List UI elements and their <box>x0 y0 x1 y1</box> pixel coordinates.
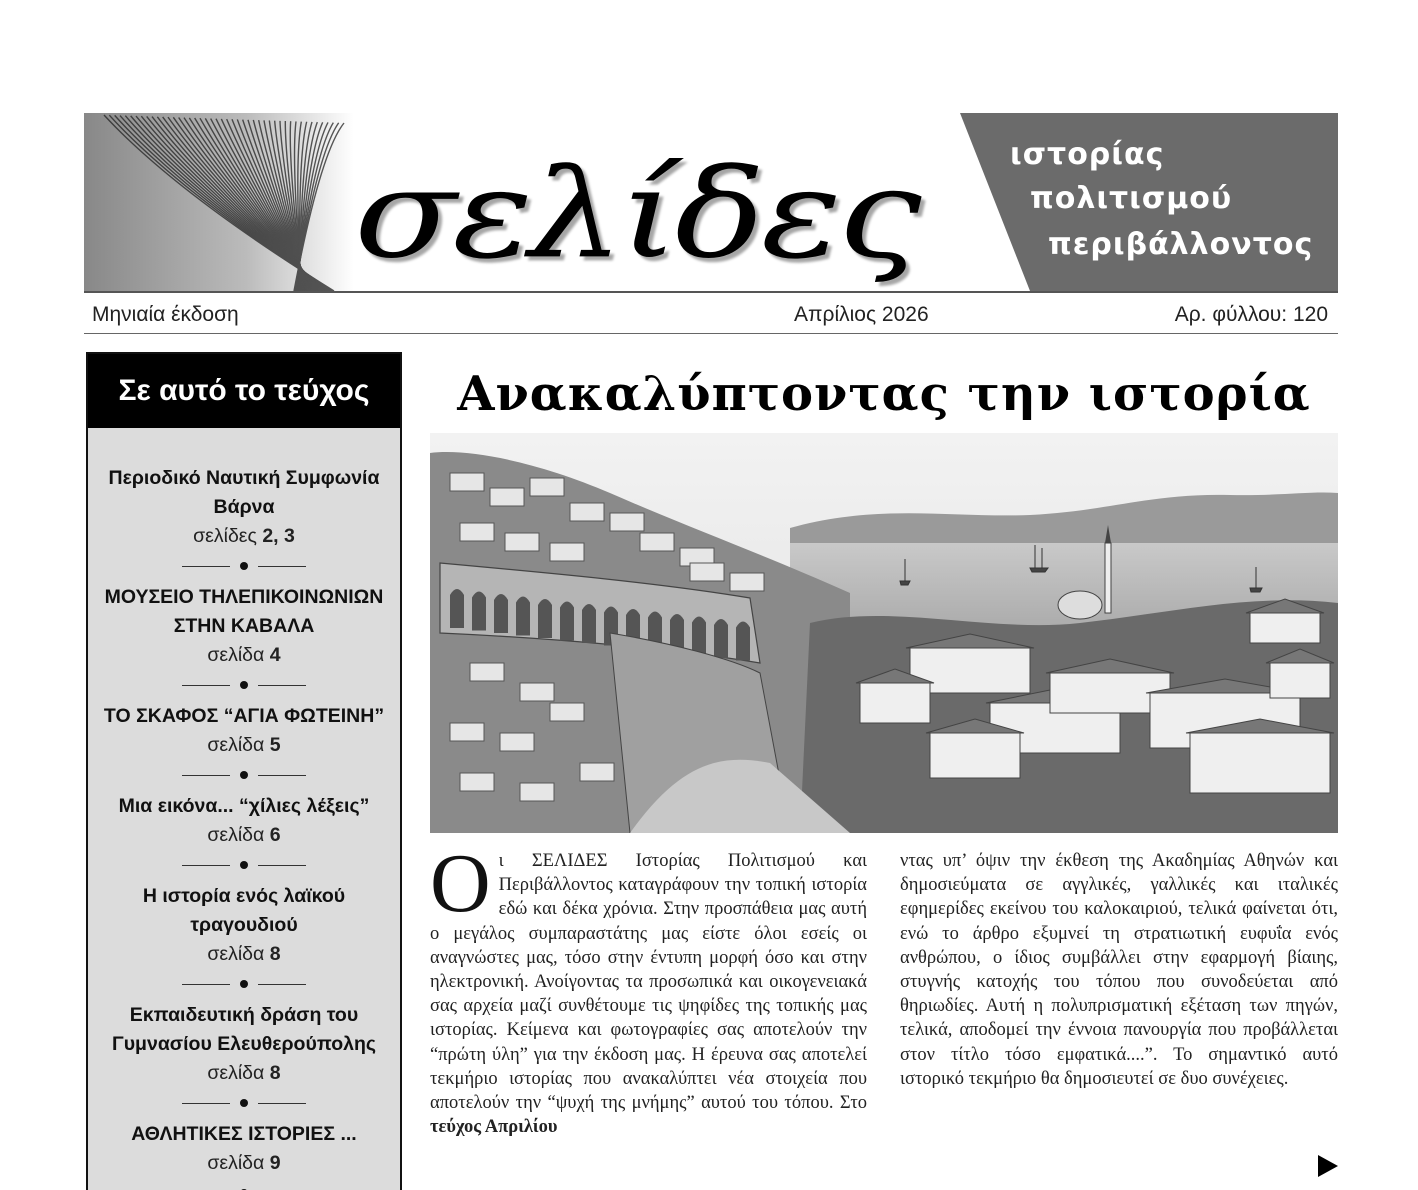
masthead-rule <box>84 291 1338 293</box>
toc-item[interactable] <box>88 1001 400 1088</box>
toc-separator <box>88 764 400 786</box>
toc-heading: Σε αυτό το τεύχος <box>88 354 400 428</box>
toc-page-label: σελίδα <box>207 824 265 846</box>
toc-page-number: 2, 3 <box>262 525 295 547</box>
toc-item[interactable] <box>88 583 400 670</box>
masthead <box>84 113 1338 337</box>
tagline-banner <box>960 113 1338 291</box>
toc-item[interactable] <box>88 792 400 850</box>
issue-date: Απρίλιος 2026 <box>794 303 929 326</box>
toc-separator <box>88 1182 400 1190</box>
masthead-logo: σελίδες <box>354 143 918 286</box>
article-column-left <box>430 837 867 1139</box>
toc-item-title: Η ιστορία ενός λαϊκού τραγουδιού <box>142 885 346 936</box>
toc-separator <box>88 1092 400 1114</box>
toc-list <box>88 428 400 1190</box>
article-headline: Ανακαλύπτοντας την ιστορία <box>457 366 1311 422</box>
publication-frequency: Μηνιαία έκδοση <box>92 303 239 326</box>
article-column-right <box>900 849 1338 1091</box>
table-of-contents <box>86 352 402 1190</box>
toc-page-label: σελίδα <box>207 1062 265 1084</box>
toc-item[interactable] <box>88 464 400 551</box>
toc-page-label: σελίδα <box>207 644 265 666</box>
toc-item[interactable] <box>88 1120 400 1178</box>
toc-item-title: Μια εικόνα... “χίλιες λέξεις” <box>118 795 370 817</box>
toc-item-page <box>88 731 400 760</box>
toc-separator <box>88 674 400 696</box>
toc-item-title: ΤΟ ΣΚΑΦΟΣ “ΑΓΙΑ ΦΩΤΕΙΝΗ” <box>103 705 385 727</box>
toc-item-title: ΜΟΥΣΕΙΟ ΤΗΛΕΠΙΚΟΙΝΩΝΙΩΝ ΣΤΗΝ ΚΑΒΑΛΑ <box>104 586 384 637</box>
toc-separator <box>88 854 400 876</box>
toc-page-label: σελίδα <box>207 734 265 756</box>
toc-page-label: σελίδα <box>207 1152 265 1174</box>
toc-separator <box>88 973 400 995</box>
toc-page-number: 4 <box>269 644 281 666</box>
tagline-history: ιστορίας <box>1010 137 1165 172</box>
open-book-illustration <box>84 113 354 291</box>
toc-item-title: Περιοδικό Ναυτική Συμφωνία Βάρνα <box>108 467 380 518</box>
toc-item-title: ΑΘΛΗΤΙΚΕΣ ΙΣΤΟΡΙΕΣ ... <box>131 1123 357 1145</box>
toc-item-page <box>88 821 400 850</box>
toc-item[interactable] <box>88 882 400 969</box>
tagline-environment: περιβάλλοντος <box>1048 227 1314 262</box>
article-continuation-text: ντας υπ’ όψιν την έκθεση της Ακαδημίας Αθηνών και δημοσιεύματα σε αγγλικές, γαλλικές και ιταλικές εφημερίδες εκείνου του καλοκαιριού, τελικά φαίνεται ότι, ενώ το άρθρο εξυμνεί τη στρατιωτική ευφυΐα ενός ανθρώπου, ο ίδιος συμβάλλει στην εφαρμογή βίαιης, στυγνής κατοχής του τόπου που συνοδεύεται από θηριωδίες. Αυτή η πολυπρισματική εξέταση των πηγών, τελικά, αποδομεί την έννοια πανουργία που προβάλλεται στον τίτλο τόσο εμφατικά....”. Το σημαντικό αυτό ιστορικό τεκμήριο θα δημοσιευτεί σε δυο συνέχειες. <box>900 851 1338 1089</box>
toc-item-title: Εκπαιδευτική δράση του Γυμνασίου Ελευθερούπολης <box>111 1004 377 1055</box>
toc-item[interactable] <box>88 702 400 760</box>
toc-page-number: 5 <box>269 734 281 756</box>
drop-cap: Ο <box>430 837 491 930</box>
toc-item-page <box>88 940 400 969</box>
toc-item-page <box>88 1149 400 1178</box>
masthead-bottom-rule <box>84 333 1338 334</box>
toc-page-label: σελίδα <box>207 943 265 965</box>
toc-page-number: 6 <box>269 824 281 846</box>
toc-separator <box>88 555 400 577</box>
toc-item-page <box>88 522 400 551</box>
toc-page-number: 8 <box>269 1062 281 1084</box>
article-lead-text: ι ΣΕΛΙΔΕΣ Ιστορίας Πολιτισμού και Περιβάλλοντος καταγράφουν την τοπική ιστορία εδώ και δέκα χρόνια. Στην προσπάθεια μας αυτή ο μεγάλος συμπαραστάτης μας είστε όλοι εσείς οι αναγνώστες μας, τόσο στην έντυπη μορφή όσο και στην ηλεκτρονική. Ανοίγοντας τα προσωπικά και οικογενειακά σας αρχεία μαζί συνθέτουμε τις ψηφίδες της τοπικής μας ιστορίας. Κείμενα και φωτογραφίες σας αποτελούν την “πρώτη ύλη” για την έκδοση μας. Η έρευνα σας αποτελεί τεκμήριο ιστορίας που ανακαλύπτει νέα στοιχεία που αποτελούν την “ψυχή της μνήμης” αυτού του τόπου. Στο <box>430 851 867 1114</box>
issue-number: Αρ. φύλλου: 120 <box>1174 303 1328 326</box>
toc-page-label: σελίδες <box>193 525 257 547</box>
toc-page-number: 8 <box>269 943 281 965</box>
article-issue-mention: τεύχος Απριλίου <box>430 1117 558 1138</box>
toc-page-number: 9 <box>269 1152 281 1174</box>
play-arrow-icon[interactable] <box>1318 1155 1338 1177</box>
toc-item-page <box>88 641 400 670</box>
toc-item-page <box>88 1059 400 1088</box>
tagline-culture: πολιτισμού <box>1030 181 1233 216</box>
historic-kavala-aqueduct-photo <box>430 433 1338 833</box>
